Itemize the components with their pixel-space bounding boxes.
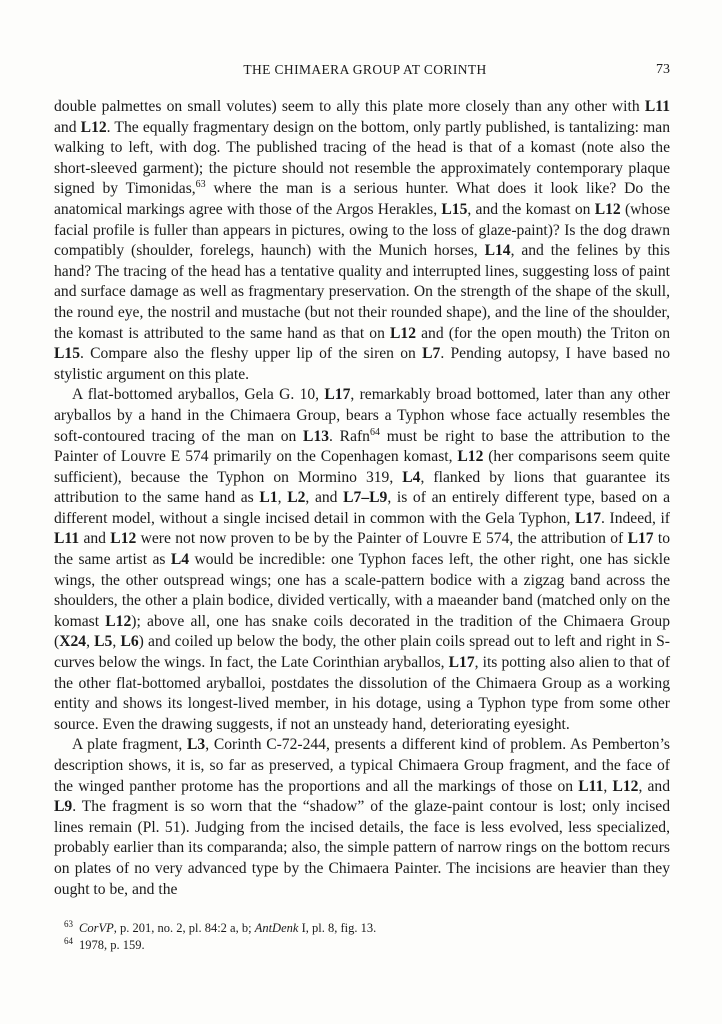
catalogue-reference: L12 (110, 530, 137, 548)
catalogue-reference: L12 (612, 777, 639, 795)
catalogue-reference: L7 (422, 345, 441, 363)
text-run: . Indeed, if (601, 509, 671, 527)
catalogue-reference: L3 (187, 736, 206, 754)
text-run: must be right to base the attribution to the Painter of Louvre E 574 primarily on the Copenhagen komast, (54, 427, 670, 466)
text-run: A flat-bottomed aryballos, Gela G. 10, (72, 386, 325, 404)
footnote-marker: 64 (369, 426, 380, 438)
catalogue-reference: L6 (120, 633, 139, 651)
text-run: , remarkably broad bottomed, later than any other aryballos by a hand in the Chimaera Group, bears a Typhon whose face actually resembles the soft-contoured tracing of the man on (54, 386, 670, 445)
catalogue-reference: L11 (578, 777, 604, 795)
paragraph (54, 385, 670, 735)
text-run: were not now proven to be by the Painter of Louvre E 574, the attribution of (136, 530, 628, 548)
catalogue-reference: L11 (54, 530, 80, 548)
catalogue-reference: L1 (259, 489, 278, 507)
text-run: . Rafn (329, 427, 370, 445)
italic-text: CorVP (79, 921, 114, 935)
text-run: . The fragment is so worn that the “shadow” of the glaze-paint contour is lost; only incised lines remain (Pl. 51). Judging from the incised details, the face is less evolved, less specialized, probably earlier than its comparanda; also, the simple pattern of narrow rings on the bottom recurs on plates of no very advanced type by the Chimaera Painter. The incisions are heavier than they ought to be, and the (54, 798, 670, 898)
catalogue-reference: L14 (484, 242, 511, 260)
text-run: to the same artist as (54, 530, 671, 569)
text-run: where the man is a serious hunter. What does it look like? Do the anatomical markings agree with those of the Argos Herakles, (54, 180, 670, 218)
page-number: 73 (656, 62, 670, 77)
text-run: would be incredible: one Typhon faces left, the other right, one has sickle wings, the other outspread wings; one has a scale-pattern bodice with a zigzag band across the shoulders, the other a plain bodice, divided vertically, with a maeander band (matched only on the komast (54, 551, 671, 630)
text-run: , p. 201, no. 2, pl. 84:2 a, b; (113, 921, 255, 935)
running-title: THE CHIMAERA GROUP AT CORINTH (243, 62, 487, 77)
catalogue-reference: X24 (59, 633, 87, 651)
catalogue-reference: L15 (54, 345, 80, 363)
text-run: , and the felines by this hand? The tracing of the head has a tentative quality and interrupted lines, suggesting loss of paint and surface damage as well as fragmentary preservation. On the strength of the shape of the skull, the round eye, the nostril and mustache (but not their rounded shape), and the line of the shoulder, the komast is attributed to the same hand as that on (54, 242, 670, 342)
text-run: (her comparisons seem quite sufficient), because the Typhon on Mormino 319, (54, 448, 670, 486)
catalogue-reference: L15 (441, 200, 468, 218)
footnote-marker: 64 (64, 935, 73, 946)
catalogue-reference: L12 (80, 118, 107, 136)
text-run: double palmettes on small volutes) seem to ally this plate more closely than any other with (54, 98, 645, 115)
catalogue-reference: L17 (448, 654, 475, 672)
catalogue-reference: L12 (594, 200, 621, 218)
text-run: , is of an entirely different type, based on a different model, without a single incised detail in common with the Gela Typhon, (54, 489, 671, 527)
italic-text: AntDenk (254, 921, 299, 935)
running-header (60, 62, 670, 82)
catalogue-reference: L12 (390, 324, 416, 342)
text-run: ) and coiled up below the body, the other plain coils spread out to left and right in S-curves below the wings. In fact, the Late Corinthian aryballos, (54, 633, 670, 672)
catalogue-reference: L12 (457, 448, 484, 466)
catalogue-reference: L17 (575, 509, 601, 527)
text-run: , flanked by lions that guarantee its attribution to the same hand as (54, 468, 670, 507)
catalogue-reference: L13 (303, 427, 330, 445)
footnotes (54, 920, 670, 954)
text-run: . The equally fragmentary design on the bottom, only partly published, is tantalizing: man walking to left, with dog. The published tracing of the head is that of a komast (note also the short-sleeved garment); the picture should not resemble the approximately contemporary plaque signed by Timonidas, (54, 118, 670, 198)
catalogue-reference: L5 (94, 633, 113, 651)
text-run: , (277, 489, 288, 507)
catalogue-reference: L12 (105, 612, 132, 630)
catalogue-reference: L7–L9 (343, 489, 388, 507)
text-run: I, pl. 8, fig. 13. (298, 921, 377, 935)
text-run: , (86, 633, 95, 651)
text-run: A plate fragment, (72, 736, 188, 754)
body-text (54, 97, 670, 900)
text-run: ); above all, one has snake coils decorated in the tradition of the Chimaera Group ( (54, 612, 670, 651)
text-run: 1978, p. 159. (79, 938, 145, 952)
catalogue-reference: L4 (170, 551, 190, 569)
text-run: , its potting also alien to that of the other flat-bottomed aryballoi, postdates the dissolution of the Chimaera Group as a working entity and shows its longest-lived member, in his dotage, using a Typhon type from some other source. Even the drawing suggests, if not an unsteady hand, deteriorating eyesight. (54, 654, 671, 733)
paragraph (54, 735, 670, 900)
catalogue-reference: L17 (324, 386, 351, 404)
catalogue-reference: L11 (644, 98, 670, 115)
footnote-marker: 63 (195, 179, 206, 191)
text-run: , (603, 777, 613, 795)
text-run: and (79, 530, 111, 548)
paragraph (54, 97, 670, 385)
text-run: (whose facial profile is fuller than appears in pictures, owing to the loss of glaze-paint)? Is the dog drawn compatibly (shoulder, forelegs, haunch) with the Munich horses, (54, 200, 671, 260)
text-run: , (112, 633, 121, 651)
footnote (54, 920, 670, 937)
text-run: . Pending autopsy, I have based no stylistic argument on this plate. (54, 345, 670, 383)
catalogue-reference: L9 (54, 798, 73, 816)
catalogue-reference: L2 (287, 489, 306, 507)
text-run: . Compare also the fleshy upper lip of the siren on (80, 345, 423, 363)
text-run: and (54, 118, 81, 136)
catalogue-reference: L4 (402, 468, 421, 486)
text-run: , and the komast on (467, 200, 595, 218)
text-run: , and (305, 489, 344, 507)
text-run: , Corinth C-72-244, presents a different kind of problem. As Pemberton’s description shows, it is, so far as preserved, a typical Chimaera Group fragment, and the face of the winged panther protome has the proportions and all the markings of those on (54, 736, 670, 795)
text-run: , and (638, 777, 671, 795)
footnote-marker: 63 (64, 918, 73, 929)
catalogue-reference: L17 (627, 530, 654, 548)
text-run: and (for the open mouth) the Triton on (416, 324, 670, 342)
footnote (54, 937, 670, 954)
